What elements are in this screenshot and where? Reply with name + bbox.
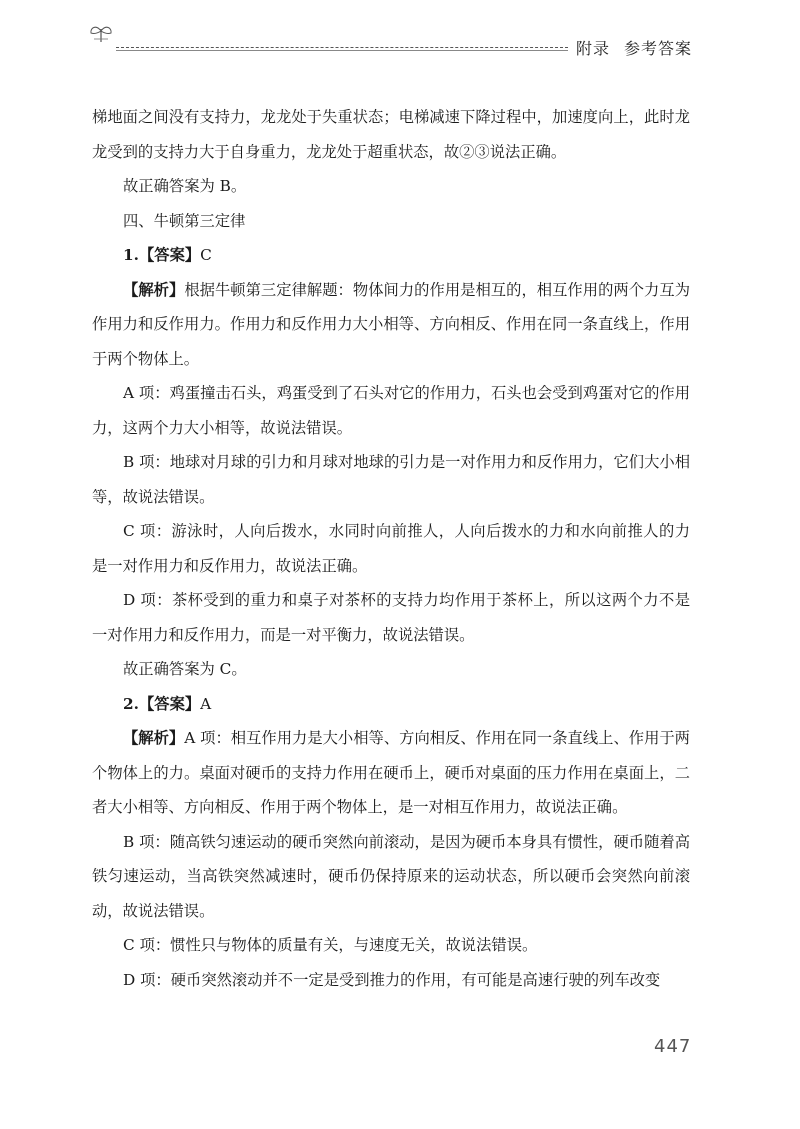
paragraph-text: A 项：相互作用力是大小相等、方向相反、作用在同一条直线上、作用于两个物体上的力。桌面对硬币的支持力作用在硬币上，硬币对桌面的压力作用在桌面上，二者大小相等、方向相反、作用于两个物体上，是一对相互作用力，故说法正确。 — [92, 729, 690, 816]
answer-value: A — [200, 694, 212, 713]
page-body — [92, 100, 690, 997]
paragraph — [92, 825, 690, 929]
answer-value: C — [200, 246, 212, 264]
header-section: 附录 — [576, 39, 611, 58]
page-header — [0, 0, 800, 70]
paragraph-text: B 项：地球对月球的引力和月球对地球的引力是一对作用力和反作用力，它们大小相等，故说法错误。 — [92, 453, 690, 506]
paragraph — [92, 583, 690, 652]
header-divider — [116, 47, 568, 48]
page-number: 447 — [654, 1036, 692, 1057]
analysis-label: 【解析】 — [123, 280, 185, 299]
paragraph-text: B 项：随高铁匀速运动的硬币突然向前滚动，是因为硬币本身具有惯性，硬币随着高铁匀速运动，当高铁突然减速时，硬币仍保持原来的运动状态，所以硬币会突然向前滚动，故说法错误。 — [92, 832, 690, 920]
paragraph-text: A 项：鸡蛋撞击石头，鸡蛋受到了石头对它的作用力，石头也会受到鸡蛋对它的作用力，这两个力大小相等，故说法错误。 — [92, 384, 690, 437]
paragraph — [92, 652, 690, 687]
paragraph — [92, 928, 690, 963]
paragraph-text: C 项：惯性只与物体的质量有关，与速度无关，故说法错误。 — [123, 936, 538, 954]
paragraph — [92, 963, 690, 998]
paragraph — [92, 514, 690, 583]
paragraph — [92, 169, 690, 204]
analysis-paragraph — [92, 273, 690, 377]
leaf-logo-icon — [88, 22, 114, 44]
paragraph — [92, 100, 690, 169]
answer-line — [92, 687, 690, 722]
answer-label: 2.【答案】 — [123, 694, 201, 713]
section-heading — [92, 204, 690, 239]
paragraph-text: 故正确答案为 B。 — [123, 177, 247, 195]
running-header — [576, 36, 692, 59]
section-heading-text: 四、牛顿第三定律 — [123, 211, 246, 230]
header-title: 参考答案 — [624, 39, 693, 58]
header-divider-underline — [116, 50, 568, 51]
paragraph-text: 梯地面之间没有支持力，龙龙处于失重状态；电梯减速下降过程中，加速度向上，此时龙龙受到的支持力大于自身重力，龙龙处于超重状态，故②③说法正确。 — [92, 108, 690, 161]
answer-label: 1.【答案】 — [123, 246, 201, 264]
paragraph-text: D 项：硬币突然滚动并不一定是受到推力的作用，有可能是高速行驶的列车改变 — [123, 970, 661, 989]
paragraph-text: D 项：茶杯受到的重力和桌子对茶杯的支持力均作用于茶杯上，所以这两个力不是一对作用力和反作用力，而是一对平衡力，故说法错误。 — [92, 591, 690, 644]
analysis-label: 【解析】 — [123, 729, 185, 747]
analysis-paragraph — [92, 721, 690, 825]
paragraph-text: 根据牛顿第三定律解题：物体间力的作用是相互的，相互作用的两个力互为作用力和反作用力。作用力和反作用力大小相等、方向相反、作用在同一条直线上，作用于两个物体上。 — [92, 280, 690, 368]
paragraph — [92, 445, 690, 514]
answer-line — [92, 238, 690, 273]
paragraph-text: 故正确答案为 C。 — [123, 660, 247, 678]
paragraph — [92, 376, 690, 445]
paragraph-text: C 项：游泳时，人向后拨水，水同时向前推人，人向后拨水的力和水向前推人的力是一对作用力和反作用力，故说法正确。 — [92, 522, 690, 575]
